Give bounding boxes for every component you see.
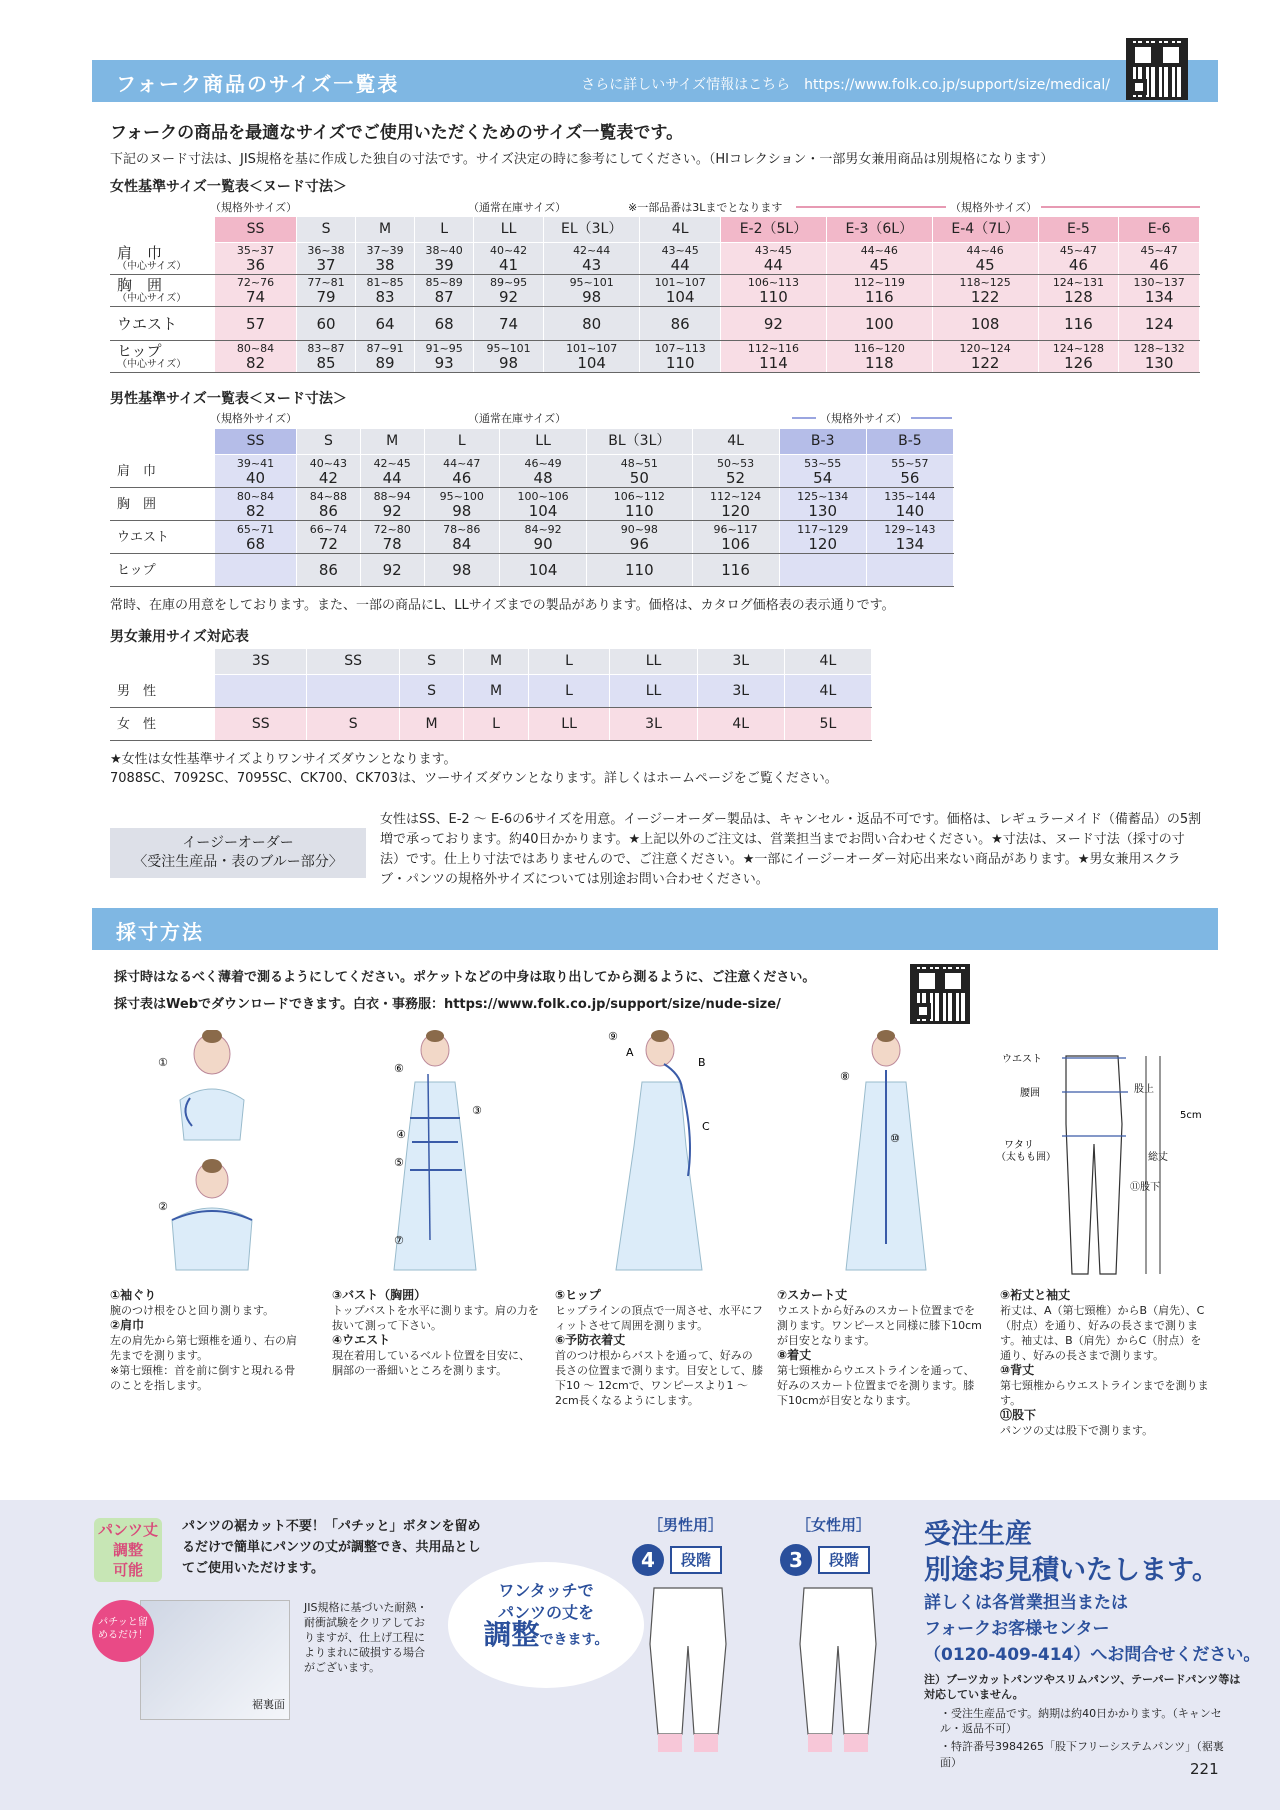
women-type-label: ［女性用］ (796, 1516, 872, 1534)
men-stock-label: （通常在庫サイズ） (468, 412, 567, 425)
men-size-table: SS S M L LL BL（3L） 4L B-3 B-5 肩 巾 39~41 40 40~43 42 42~45 44 44~47 46 46~49 48 48~51 50 50~53 52 53~55 54 55~57 56 胸 囲 80~84 82 84~88 86 88~94 92 95~100 98 100~106 104 106~112 110 112~124 120 125~134 130 135~144 140 ウエスト 65~71 68 66~74 72 72~80 78 78~86 84 84~92 90 90~98 96 96~117 106 117~129 120 129~143 134 ヒップ 86 92 98 104 110 116 (110, 428, 954, 587)
women-pants-figure (790, 1584, 886, 1756)
svg-text:総丈: 総丈 (1148, 1152, 1168, 1163)
women-row-hip: ヒップ （中心サイズ） 80~84 82 83~87 85 87~91 89 91~95 93 95~101 98 101~107 104 107~113 110 112~116 114 116~120 118 120~124 122 124~128 126 128~132 130 (111, 341, 1200, 373)
svg-text:腰囲: 腰囲 (1020, 1088, 1040, 1099)
contact-2: フォークお客様センター (924, 1619, 1110, 1639)
unisex-row-men: 男 性 S M L LL 3L 4L (111, 675, 872, 708)
women-size-el: EL（3L） (544, 217, 640, 243)
svg-text:③: ③ (472, 1104, 482, 1117)
svg-text:（太もも囲）: （太もも囲） (996, 1152, 1056, 1163)
women-size-s: S (297, 217, 356, 243)
women-steps-count: 3 (780, 1544, 812, 1576)
women-size-e6: E-6 (1119, 217, 1200, 243)
men-table-title: 男性基準サイズ一覧表＜ヌード寸法＞ (110, 391, 347, 407)
men-note: 常時、在庫の用意をしております。また、一部の商品にL、LLサイズまでの製品があります。価格は、カタログ価格表の表示通りです。 (110, 598, 895, 613)
measure-item-1: ①袖ぐり 腕のつけ根をひと回り測ります。 ②肩巾 左の肩先から第七頸椎を通り、右の肩先までを測ります。 ※第七頸椎：首を前に倒すと現れる骨のことを指します。 (110, 1288, 297, 1392)
measure-header-title: 採寸方法 (116, 920, 204, 944)
intro-text: 下記のヌード寸法は、JIS規格を基に作成した独自の寸法です。サイズ決定の時に参考にしてください。（HIコレクション・一部男女兼用商品は別規格になります） (110, 152, 1054, 167)
women-size-ll: LL (474, 217, 544, 243)
unisex-table: 3S SS S M L LL 3L 4L 男 性 S M L LL 3L 4L 女 性 SS S M L LL 3L 4L 5L (110, 648, 872, 741)
figure-length (830, 1030, 940, 1280)
men-steps-word: 段階 (670, 1546, 722, 1574)
svg-text:ウエスト: ウエスト (1002, 1054, 1042, 1065)
figure-pants (996, 1044, 1226, 1284)
measure-header-bar (92, 908, 1218, 950)
pants-badge: パンツ丈 調整 可能 (94, 1518, 162, 1582)
figure-armhole-shoulder (150, 1030, 270, 1280)
women-size-ss: SS (215, 217, 297, 243)
svg-text:⑨: ⑨ (608, 1030, 618, 1043)
women-size-e3: E-3（6L） (826, 217, 932, 243)
men-row-shoulder: 肩 巾 39~41 40 40~43 42 42~45 44 44~47 46 46~49 48 48~51 50 50~53 52 53~55 54 55~57 56 (111, 455, 954, 488)
svg-text:B: B (698, 1056, 706, 1069)
label-n2: ② (158, 1200, 168, 1213)
svg-text:⑩: ⑩ (890, 1132, 900, 1145)
svg-text:A: A (626, 1046, 634, 1059)
women-table-title: 女性基準サイズ一覧表＜ヌード寸法＞ (110, 179, 347, 195)
size-header-title: フォーク商品のサイズ一覧表 (116, 72, 400, 96)
men-steps-count: 4 (632, 1544, 664, 1576)
figure-bust-waist (380, 1030, 490, 1280)
qr-code-icon[interactable] (1126, 38, 1188, 100)
women-size-e4: E-4（7L） (932, 217, 1038, 243)
lead-text: フォークの商品を最適なサイズでご使用いただくためのサイズ一覧表です。 (110, 123, 684, 143)
svg-text:⑪股下: ⑪股下 (1130, 1182, 1160, 1193)
jis-note: JIS規格に基づいた耐熱・耐衝試験をクリアしておりますが、仕上げ工程によりまれに破損する場合がございます。 (304, 1601, 428, 1674)
women-size-e2: E-2（5L） (721, 217, 827, 243)
svg-text:⑥: ⑥ (394, 1062, 404, 1075)
onetouch-text: ワンタッチで パンツの丈を 調整できます。 (483, 1581, 609, 1651)
women-size-l: L (415, 217, 474, 243)
women-size-m: M (356, 217, 415, 243)
order-note-1: 注）ブーツカットパンツやスリムパンツ、テーパードパンツ等は対応していません。 (924, 1673, 1241, 1701)
women-row-waist: ウエスト 57 60 64 68 74 80 86 92 100 108 116 124 (111, 307, 1200, 341)
unisex-note-2: 7088SC、7092SC、7095SC、CK700、CK703は、ツーサイズダウンとなります。詳しくはホームページをご覧ください。 (110, 771, 838, 786)
page-number: 221 (1190, 1760, 1219, 1778)
women-size-4l: 4L (640, 217, 721, 243)
order-title: 受注生産 (924, 1519, 1032, 1550)
men-out-label-2: （規格外サイズ） (816, 410, 911, 426)
women-row-bust: 胸 囲 （中心サイズ） 72~76 74 77~81 79 81~85 83 85~89 87 89~95 92 95~101 98 101~107 104 106~113 110 112~119 116 118~125 122 124~131 128 130~137 134 (111, 275, 1200, 307)
svg-text:5cm: 5cm (1180, 1110, 1202, 1121)
women-out-label-1: （規格外サイズ） (210, 201, 298, 214)
pants-desc: パンツの裾カット不要！「パチッと」ボタンを留めるだけで簡単にパンツの丈が調整でき、共用品としてご使用いただけます。 (182, 1519, 481, 1576)
easy-order-box: イージーオーダー 〈受注生産品・表のブルー部分〉 (110, 828, 366, 878)
pachitto-tag: パチッと留めるだけ！ (92, 1600, 154, 1662)
men-out-label-1: （規格外サイズ） (210, 412, 298, 425)
size-info-link[interactable]: さらに詳しいサイズ情報はこちら https://www.folk.co.jp/support/size/medical/ (581, 77, 1110, 93)
measure-item-4: ⑦スカート丈 ウエストから好みのスカート位置までを測ります。ワンピースと同様に膝下10cmが目安となります。 ⑧着丈 第七頸椎からウエストラインを通って、好みのスカート位置までを測ります。膝下10cmが目安となります。 (777, 1288, 982, 1407)
women-out-label-2: （規格外サイズ） (946, 199, 1041, 215)
order-note-3: ・特許番号3984265「股下フリーシステムパンツ」（裾裏面） (940, 1740, 1224, 1769)
women-row-shoulder: 肩 巾 （中心サイズ） 35~37 36 36~38 37 37~39 38 38~40 39 40~42 41 42~44 43 43~45 44 43~45 44 44~46 45 44~46 45 45~47 46 45~47 46 (111, 243, 1200, 275)
svg-text:股上: 股上 (1134, 1084, 1154, 1095)
unisex-row-women: 女 性 SS S M L LL 3L 4L 5L (111, 708, 872, 741)
svg-text:⑤: ⑤ (394, 1156, 404, 1169)
svg-text:⑧: ⑧ (840, 1070, 850, 1083)
order-note-2: ・受注生産品です。納期は約40日かかります。（キャンセル・返品不可） (940, 1707, 1222, 1735)
measure-line-1: 採寸時はなるべく薄着で測るようにしてください。ポケットなどの中身は取り出してから測るように、ご注意ください。 (114, 970, 816, 985)
women-3l-note: ※一部品番は3Lまでとなります (628, 201, 783, 214)
label-n1: ① (158, 1056, 168, 1069)
men-type-label: ［男性用］ (648, 1516, 724, 1534)
hem-caption: 裾裏面 (252, 1698, 285, 1711)
measure-item-5: ⑨裄丈と袖丈 裄丈は、A（第七頸椎）からB（肩先）、C（肘点）を通り、好みの長さまで測ります。袖丈は、B（肩先）からC（肘点）を通り、好みの長さまで測ります。 ⑩背丈 第七頸椎からウエストラインまでを測ります。 ⑪股下 パンツの丈は股下で測ります。 (1000, 1288, 1209, 1437)
measure-line-2: 採寸表はWebでダウンロードできます。白衣・事務服：https://www.folk.co.jp/support/size/nude-size/ (114, 997, 781, 1012)
order-subtitle: 別途お見積いたします。 (924, 1555, 1219, 1586)
svg-text:⑦: ⑦ (394, 1234, 404, 1247)
size-header-bar (92, 60, 1218, 102)
measure-item-3: ⑤ヒップ ヒップラインの頂点で一周させ、水平にフィットさせて周囲を測ります。 ⑥予防衣着丈 首のつけ根からバストを通って、好みの長さの位置まで測ります。目安として、膝下10 ～ 12cmで、ワンピースより1 ～ 2cm長くなるようにします。 (555, 1288, 764, 1407)
men-row-hip: ヒップ 86 92 98 104 110 116 (111, 554, 954, 587)
svg-text:ワタリ: ワタリ (1004, 1140, 1034, 1151)
women-size-e5: E-5 (1038, 217, 1119, 243)
women-stock-label: （通常在庫サイズ） (468, 201, 567, 214)
contact-1: 詳しくは各営業担当または (924, 1593, 1128, 1613)
svg-text:④: ④ (396, 1128, 406, 1141)
figure-sleeve (602, 1026, 722, 1280)
men-pants-figure (640, 1584, 736, 1756)
measure-item-2: ③バスト（胸囲） トップバストを水平に測ります。肩の力を抜いて測って下さい。 ④ウエスト 現在着用しているベルト位置を目安に、胴部の一番細いところを測ります。 (332, 1288, 539, 1377)
qr-code-icon-2[interactable] (910, 964, 970, 1024)
svg-text:C: C (702, 1120, 710, 1133)
men-row-waist: ウエスト 65~71 68 66~74 72 72~80 78 78~86 84 84~92 90 90~98 96 96~117 106 117~129 120 129~143 134 (111, 521, 954, 554)
unisex-note-1: ★女性は女性基準サイズよりワンサイズダウンとなります。 (110, 752, 457, 767)
unisex-title: 男女兼用サイズ対応表 (110, 629, 249, 645)
easy-order-text: 女性はSS、E-2 ～ E-6の6サイズを用意。イージーオーダー製品は、キャンセル・返品不可です。価格は、レギュラーメイド（備蓄品）の5割増で承っております。約40日かかります。★上記以外のご注文は、営業担当までお問い合わせください。★寸法は、ヌード寸法（採寸の寸法）です。仕上り寸法ではありませんので、ご注意ください。★一部にイージーオーダー対応出来ない商品があります。★男女兼用スクラブ・パンツの規格外サイズについては別途お問い合わせください。 (380, 812, 1202, 887)
men-row-bust: 胸 囲 80~84 82 84~88 86 88~94 92 95~100 98 100~106 104 106~112 110 112~124 120 125~134 130 135~144 140 (111, 488, 954, 521)
contact-3: （0120-409-414）へお問合せください。 (924, 1645, 1261, 1665)
women-size-table (110, 216, 1200, 373)
bottom-panel (0, 1500, 1280, 1810)
women-steps-word: 段階 (818, 1546, 870, 1574)
